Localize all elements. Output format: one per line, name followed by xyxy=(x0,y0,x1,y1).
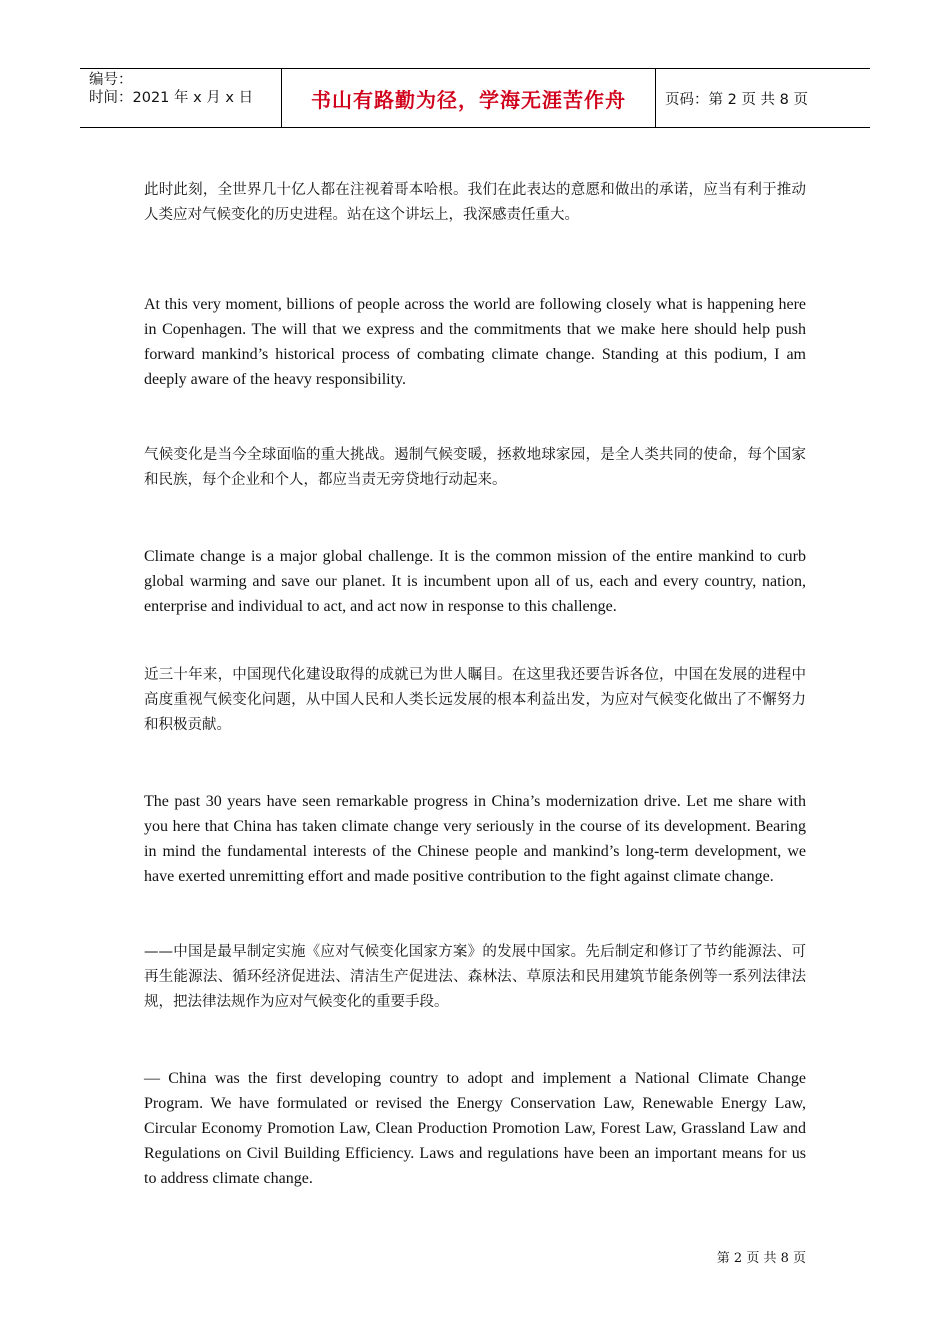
paragraph-en: Climate change is a major global challenge. It is the common mission of the entire mankind to curb global warming and save our planet. It is incumbent upon all of us, each and every country, nation, enterprise and individual to act, and act now in response to this challenge. xyxy=(144,548,806,615)
paragraph-zh: 近三十年来，中国现代化建设取得的成就已为世人瞩目。在这里我还要告诉各位，中国在发展的进程中高度重视气候变化问题，从中国人民和人类长远发展的根本利益出发，为应对气候变化做出了不懈努力和积极贡献。 xyxy=(144,667,806,733)
paragraph-zh: 气候变化是当今全球面临的重大挑战。遏制气候变暖，拯救地球家园，是全人类共同的使命，每个国家和民族，每个企业和个人，都应当责无旁贷地行动起来。 xyxy=(144,447,806,488)
document-body xyxy=(144,178,806,1191)
page-header xyxy=(80,68,870,128)
paragraph-en: — China was the first developing country to adopt and implement a National Climate Change Program. We have formulated or revised the Energy Conservation Law, Renewable Energy Law, Circular Economy Promotion Law, Clean Production Promotion Law, Forest Law, Grassland Law and Regulations on Civil Building Efficiency. Laws and regulations have been an important means for us to address climate change. xyxy=(144,1070,806,1187)
header-page-number: 页码：第 2 页 共 8 页 xyxy=(665,91,808,108)
header-meta xyxy=(80,69,282,127)
document-number-label: 编号： xyxy=(89,72,133,88)
header-motto: 书山有路勤为径，学海无涯苦作舟 xyxy=(282,69,656,127)
page-footer: 第 2 页 共 8 页 xyxy=(716,1251,806,1266)
paragraph-en: At this very moment, billions of people across the world are following closely what is happening here in Copenhagen. The will that we express and the commitments that we make here should help push forward mankind’s historical process of combating climate change. Standing at this podium, I am deeply aware of the heavy responsibility. xyxy=(144,296,806,388)
paragraph-zh: ——中国是最早制定实施《应对气候变化国家方案》的发展中国家。先后制定和修订了节约能源法、可再生能源法、循环经济促进法、清洁生产促进法、森林法、草原法和民用建筑节能条例等一系列法律法规，把法律法规作为应对气候变化的重要手段。 xyxy=(144,944,806,1010)
paragraph-en: The past 30 years have seen remarkable progress in China’s modernization drive. Let me share with you here that China has taken climate change very seriously in the course of its development. Bearing in mind the fundamental interests of the Chinese people and mankind’s long-term development, we have exerted unremitting effort and made positive contribution to the fight against climate change. xyxy=(144,793,806,885)
paragraph-zh: 此时此刻，全世界几十亿人都在注视着哥本哈根。我们在此表达的意愿和做出的承诺，应当有利于推动人类应对气候变化的历史进程。站在这个讲坛上，我深感责任重大。 xyxy=(144,182,806,223)
document-date-label: 时间：2021 年 x 月 x 日 xyxy=(89,90,254,106)
